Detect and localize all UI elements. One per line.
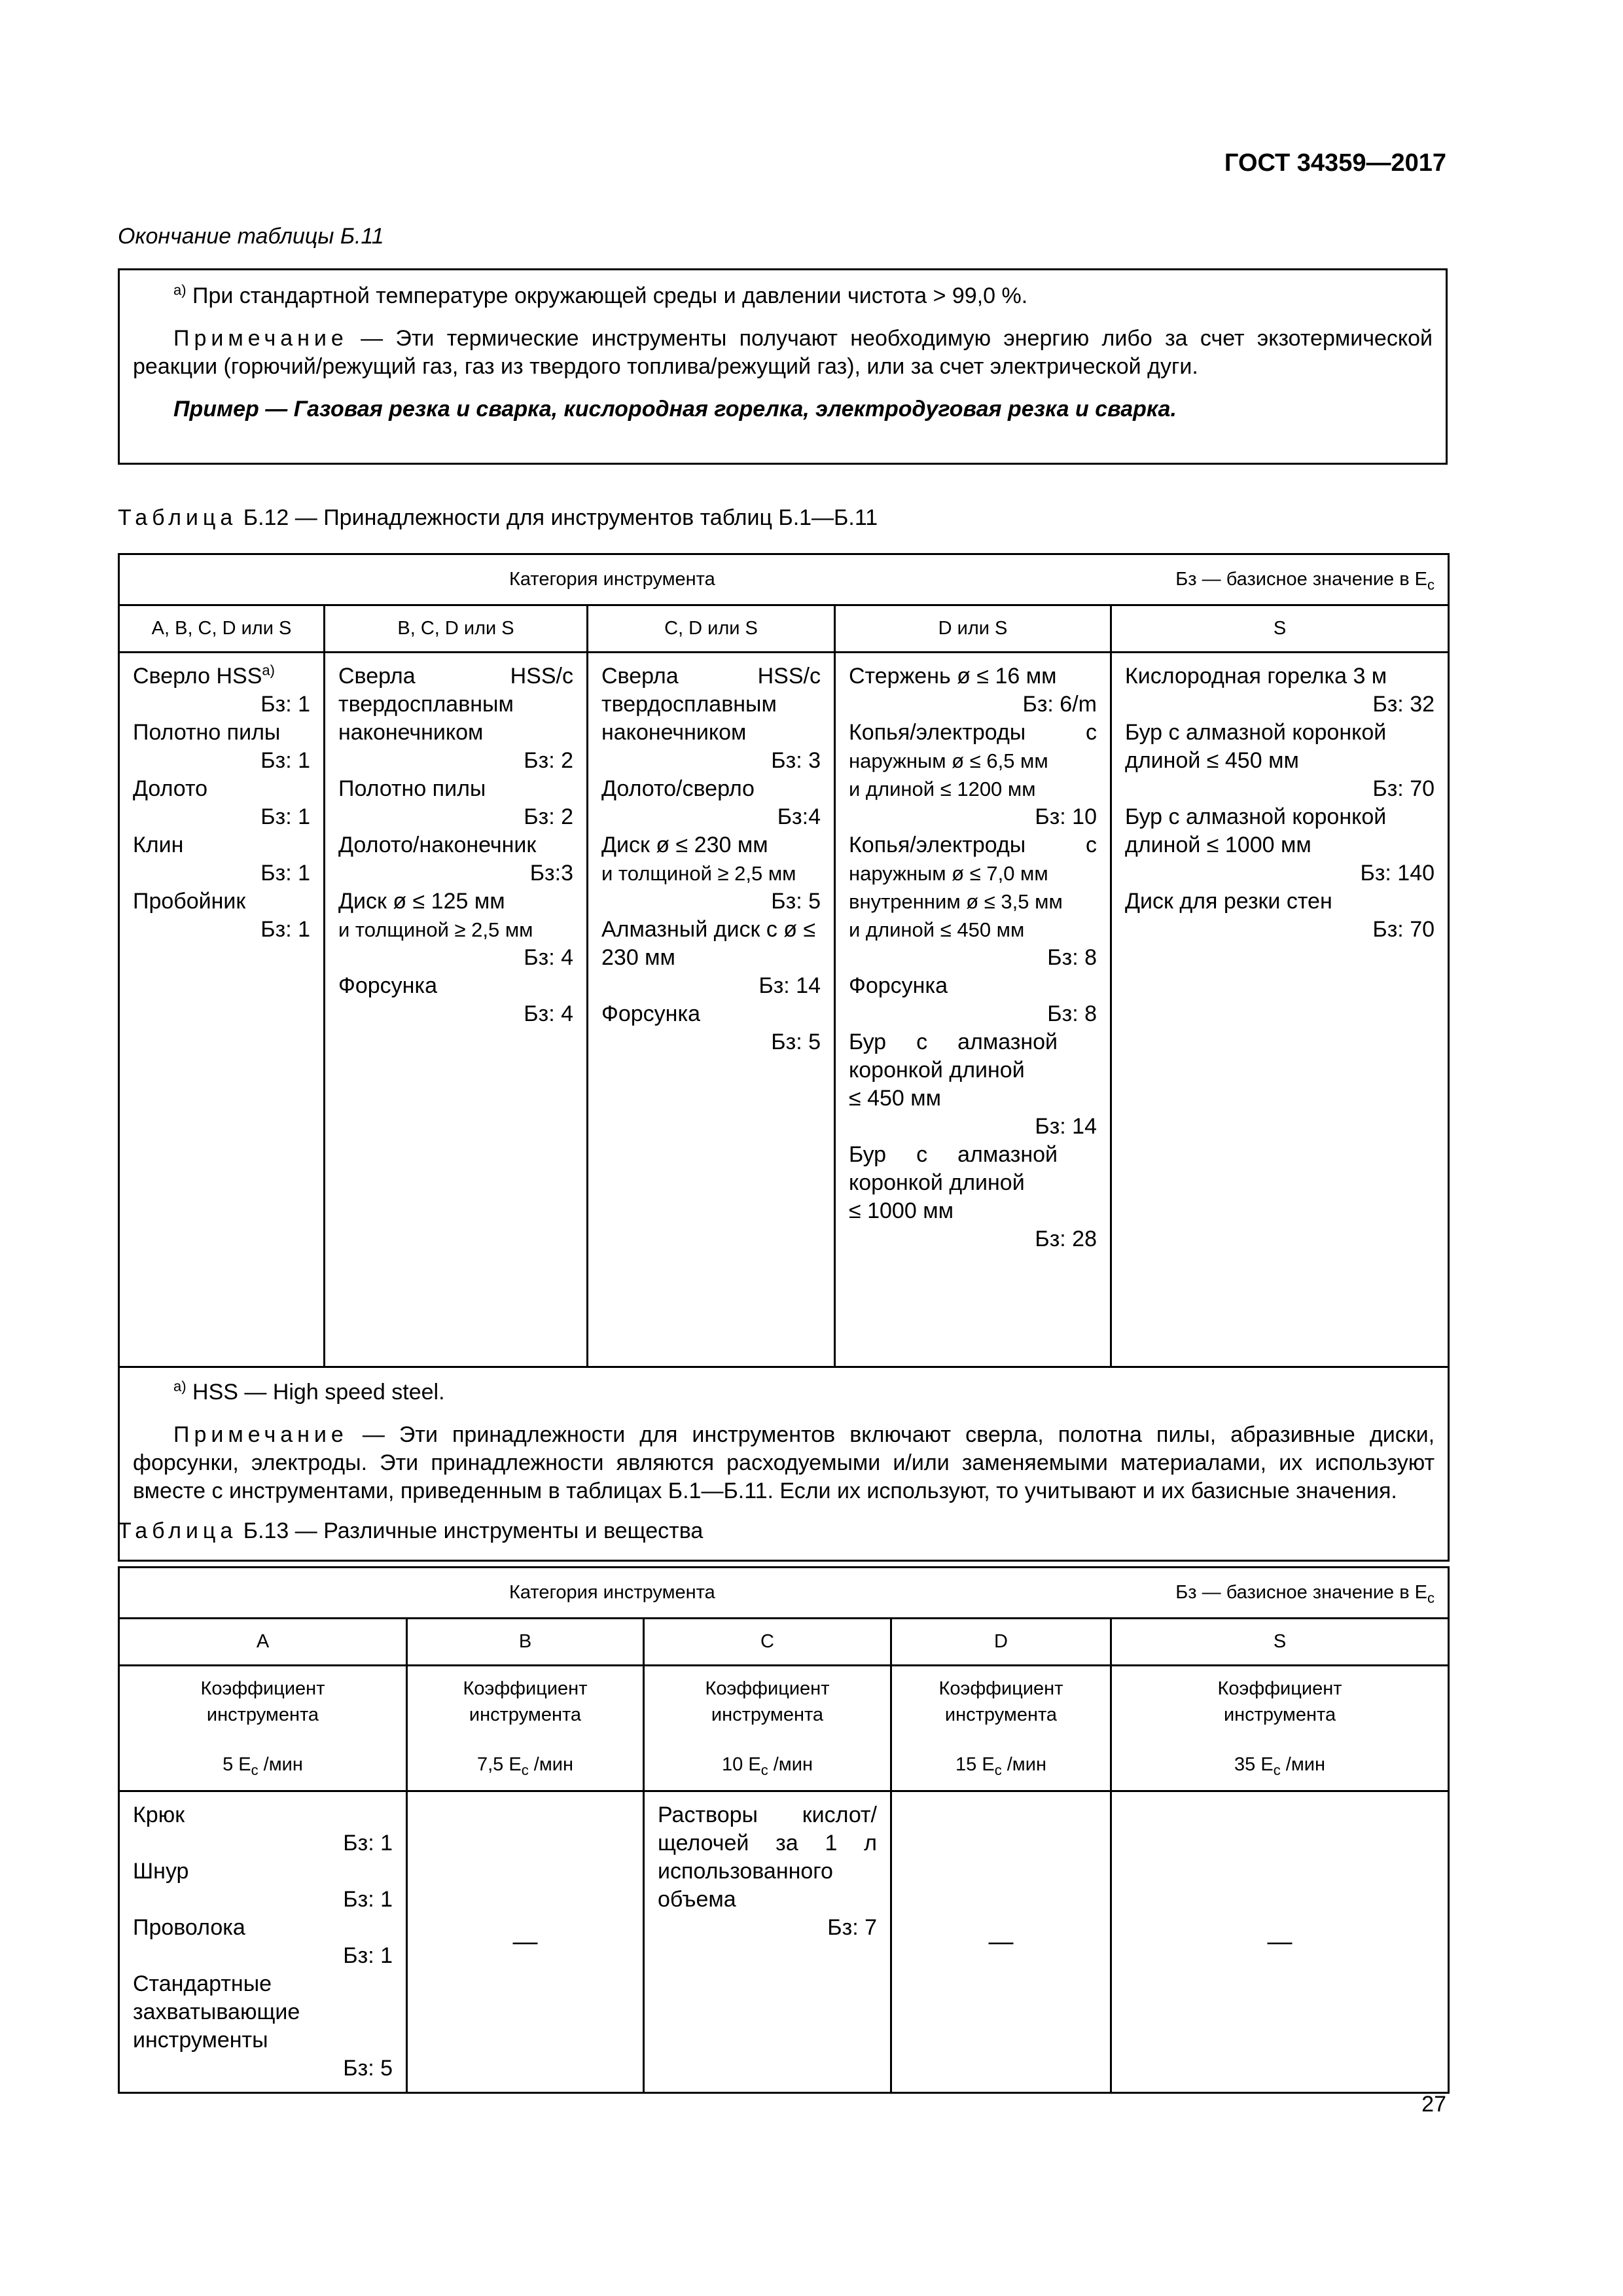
table-b13 xyxy=(118,1566,1450,2094)
table-b13-header: Категория инструмента Бз — базисное значение в $E_c$ xyxy=(119,1568,1449,1619)
table-b12-body-row xyxy=(119,653,1449,1367)
b12-col-4: Стержень ø ≤ 16 мм Бз: 6/m Копья/электроды с наружным ø ≤ 6,5 мм и длиной ≤ 1200 мм Бз: 10 Копья/электроды с наружным ø ≤ 7,0 мм внутренним ø ≤ 3,5 мм и длиной ≤ 450 мм Бз: 8 Форсунка Бз: 8 Бур с алмазной коронкой длиной ≤ 450 мм Бз: 14 Бур с алмазной коронкой длиной ≤ 1000 мм Бз: 28 xyxy=(835,653,1111,1367)
table-b13-coefficient-row xyxy=(119,1666,1449,1791)
b13-col-s: — xyxy=(1111,1791,1449,2093)
b12-col-2: Сверла HSS/с твердосплавным наконечником Бз: 2 Полотно пилы Бз: 2 Долото/наконечник Бз:3 Диск ø ≤ 125 мм и толщиной ≥ 2,5 мм Бз: 4 Форсунка Бз: 4 xyxy=(325,653,588,1367)
b12-col-1: Сверло $HSS^{а)}$ Бз: 1 Полотно пилы Бз: 1 Долото Бз: 1 Клин Бз: 1 Пробойник Бз: 1 xyxy=(119,653,325,1367)
footnote-a: $^{а)}$ При стандартной температуре окружающей среды и давлении чистота > 99,0 %. xyxy=(173,281,1028,308)
example-paragraph: Пример — Газовая резка и сварка, кислородная горелка, электродуговая резка и сварка. xyxy=(173,397,1177,422)
footnote-hss: $^{а)}$ HSS — High speed steel. xyxy=(173,1378,445,1405)
continuation-caption: Окончание таблицы Б.11 xyxy=(118,224,384,249)
table-b11-footer xyxy=(118,268,1448,465)
table-b12-column-headers: A, B, C, D или S B, C, D или S C, D или S D или S S xyxy=(119,605,1449,653)
b13-col-d: — xyxy=(891,1791,1111,2093)
table-b13-body-row xyxy=(119,1791,1449,2093)
coef-cell: Коэффициент инструмента 5 $E_c$ /мин xyxy=(119,1666,407,1791)
b12-note: Примечание — Эти принадлежности для инструментов включают сверла, полотна пилы, абразивные диски, форсунки, электроды. Эти принадлежности являются расходуемыми и/или заменяемыми материалами, их используют вместе с инструментами, приведенным в таблицах Б.1—Б.11. Если их используют, то учитывают и их базисные значения. xyxy=(133,1422,1435,1503)
coef-cell: Коэффициент инструмента 10 $E_c$ /мин xyxy=(644,1666,891,1791)
page-number: 27 xyxy=(1421,2092,1446,2117)
coef-cell: Коэффициент инструмента 35 $E_c$ /мин xyxy=(1111,1666,1449,1791)
b13-col-c: Растворы кислот/щелочей за 1 л использованного объема Бз: 7 xyxy=(644,1791,891,2093)
table-b12-caption: Таблица Б.12 — Принадлежности для инструментов таблиц Б.1—Б.11 xyxy=(118,505,878,530)
note-paragraph: Примечание — Эти термические инструменты получают необходимую энергию либо за счет экзотермической реакции (горючий/режущий газ, газ из твердого топлива/режущий газ), или за счет электрической дуги. xyxy=(133,326,1433,379)
table-b12-header: Категория инструмента Бз — базисное значение в $E_c$ xyxy=(119,554,1449,605)
b12-col-5: Кислородная горелка 3 м Бз: 32 Бур с алмазной коронкой длиной ≤ 450 мм Бз: 70 Бур с алмазной коронкой длиной ≤ 1000 мм Бз: 140 Диск для резки стен Бз: 70 xyxy=(1111,653,1449,1367)
b12-col-3: Сверла HSS/с твердосплавным наконечником Бз: 3 Долото/сверло Бз:4 Диск ø ≤ 230 мм и толщиной ≥ 2,5 мм Бз: 5 Алмазный диск с ø ≤ 230 мм Бз: 14 Форсунка Бз: 5 xyxy=(588,653,835,1367)
coef-cell: Коэффициент инструмента 7,5 $E_c$ /мин xyxy=(407,1666,644,1791)
document-header: ГОСТ 34359—2017 xyxy=(1224,149,1446,177)
table-b13-caption: Таблица Б.13 — Различные инструменты и вещества xyxy=(118,1518,704,1543)
b13-col-b: — xyxy=(407,1791,644,2093)
b13-col-a: Крюк Бз: 1 Шнур Бз: 1 Проволока Бз: 1 Стандартные захватывающие инструменты Бз: 5 xyxy=(119,1791,407,2093)
coef-cell: Коэффициент инструмента 15 $E_c$ /мин xyxy=(891,1666,1111,1791)
table-b12 xyxy=(118,553,1450,1562)
table-b13-column-headers: A B C D S xyxy=(119,1619,1449,1666)
